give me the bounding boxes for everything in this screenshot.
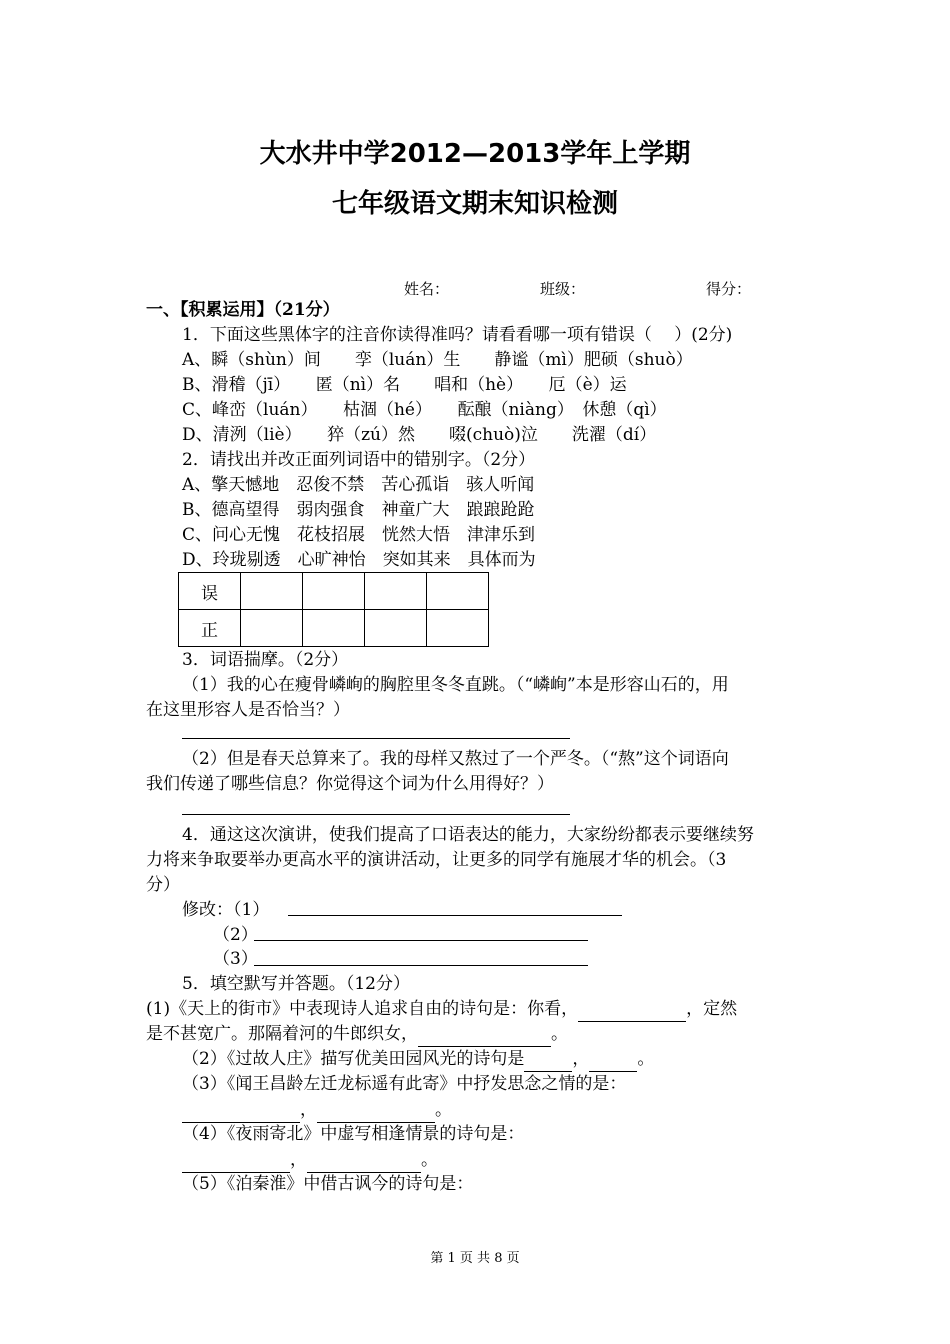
answer-line[interactable]: [254, 965, 588, 966]
page-title: 大水井中学2012—2013学年上学期: [259, 139, 691, 169]
correction-table: [178, 572, 489, 647]
q5-item5: （5）《泊秦淮》中借古讽今的诗句是：: [182, 1174, 474, 1194]
table-row-label-wrong: 误: [179, 573, 241, 610]
q5-item1-text-d: 。: [551, 1024, 568, 1044]
q1-option-d: D、清洌（liè） 猝（zú）然 啜(chuò)泣 洗濯（dí）: [182, 425, 657, 445]
fill-blank[interactable]: [317, 1104, 435, 1123]
q5-item4-sep: ，: [290, 1150, 307, 1170]
q5-item1-line2: [146, 1022, 568, 1047]
fill-blank[interactable]: [307, 1154, 421, 1173]
q5-item4-end: 。: [421, 1150, 438, 1170]
table-row: [179, 610, 489, 647]
q3-part2-line2: 我们传递了哪些信息？你觉得这个词为什么用得好？）: [146, 774, 554, 794]
q5-stem: 5．填空默写并答题。（12分）: [182, 974, 410, 994]
q5-item4: （4）《夜雨寄北》中虚写相逢情景的诗句是：: [182, 1124, 525, 1144]
answer-cell[interactable]: [427, 610, 489, 647]
score-label: 得分：: [706, 280, 752, 298]
q4-fix2: （2）: [213, 925, 258, 945]
answer-cell[interactable]: [427, 573, 489, 610]
answer-cell[interactable]: [303, 610, 365, 647]
q5-item2-text: （2）《过故人庄》描写优美田园风光的诗句是: [182, 1049, 525, 1069]
q4-line2: 力将来争取要举办更高水平的演讲活动，让更多的同学有施展才华的机会。（3: [146, 850, 727, 870]
q4-line3: 分）: [146, 875, 180, 895]
answer-line[interactable]: [254, 940, 588, 941]
q5-item1-text-c: 是不甚宽广。那隔着河的牛郎织女，: [146, 1024, 418, 1044]
q4-line1: 4．通这这次演讲，使我们提高了口语表达的能力，大家纷纷都表示要继续努: [182, 825, 754, 845]
fill-blank[interactable]: [524, 1053, 572, 1072]
q5-item4-blanks: [182, 1148, 438, 1173]
q1-option-c: C、峰峦（luán） 枯涸（hé） 酝酿（niàng） 休憩（qì）: [182, 400, 667, 420]
q5-item3-sep: ，: [300, 1100, 317, 1120]
class-label: 班级：: [540, 280, 586, 298]
q2-stem: 2．请找出并改正面列词语中的错别字。（2分）: [182, 450, 536, 470]
fill-blank[interactable]: [418, 1028, 551, 1047]
fill-blank[interactable]: [589, 1053, 637, 1072]
q5-item2-end: 。: [637, 1049, 655, 1069]
q2-option-c: C、问心无愧 花枝招展 恍然大悟 津津乐到: [182, 525, 536, 545]
section-title: 一、【积累运用】（21分）: [146, 300, 340, 320]
q1-option-b: B、滑稽（jī） 匿（nì）名 唱和（hè） 厄（è）运: [182, 375, 627, 395]
answer-cell[interactable]: [241, 573, 303, 610]
answer-cell[interactable]: [365, 573, 427, 610]
fill-blank[interactable]: [578, 1003, 686, 1022]
q3-part1-line1: （1）我的心在瘦骨嶙峋的胸腔里冬冬直跳。（“嶙峋”本是形容山石的，用: [182, 675, 729, 695]
answer-line[interactable]: [288, 915, 622, 916]
q5-item1-line1: [146, 997, 737, 1022]
answer-line[interactable]: [182, 814, 570, 815]
q1-option-a: A、瞬（shùn）间 孪（luán）生 静谧（mì）肥硕（shuò）: [182, 350, 693, 370]
q3-stem: 3．词语揣摩。（2分）: [182, 650, 349, 670]
q2-option-b: B、德高望得 弱肉强食 神童广大 踉踉跄跄: [182, 500, 535, 520]
fill-blank[interactable]: [182, 1154, 290, 1173]
q3-part2-line1: （2）但是春天总算来了。我的母样又熬过了一个严冬。（“熬”这个词语向: [182, 749, 729, 769]
table-row: [179, 573, 489, 610]
q1-stem: 1．下面这些黑体字的注音你读得准吗？请看看哪一项有错误（ ）(2分): [182, 325, 733, 345]
answer-cell[interactable]: [241, 610, 303, 647]
q5-item2: [182, 1047, 654, 1072]
q5-item1-text-b: ，定然: [686, 999, 738, 1019]
q2-option-d: D、玲珑剔透 心旷神怡 突如其来 具体而为: [182, 550, 536, 570]
q4-fix3: （3）: [213, 949, 258, 969]
answer-cell[interactable]: [365, 610, 427, 647]
q5-item2-sep: ，: [572, 1049, 590, 1069]
q5-item1-text-a: (1)《天上的街市》中表现诗人追求自由的诗句是：你看，: [146, 999, 579, 1019]
page-subtitle: 七年级语文期末知识检测: [331, 189, 618, 219]
q5-item3-blanks: [182, 1098, 452, 1123]
page-footer: 第 1 页 共 8 页: [430, 1251, 520, 1266]
q4-fix-label: 修改：（1）: [182, 900, 270, 920]
name-label: 姓名：: [404, 280, 450, 298]
q5-item3: （3）《闻王昌龄左迁龙标遥有此寄》中抒发思念之情的是：: [182, 1074, 627, 1094]
q2-option-a: A、擎天憾地 忍俊不禁 苦心孤诣 骇人听闻: [182, 475, 535, 495]
table-row-label-correct: 正: [179, 610, 241, 647]
q3-part1-line2: 在这里形容人是否恰当？）: [146, 700, 350, 720]
answer-cell[interactable]: [303, 573, 365, 610]
q5-item3-end: 。: [435, 1100, 452, 1120]
answer-line[interactable]: [182, 738, 570, 739]
fill-blank[interactable]: [182, 1104, 300, 1123]
